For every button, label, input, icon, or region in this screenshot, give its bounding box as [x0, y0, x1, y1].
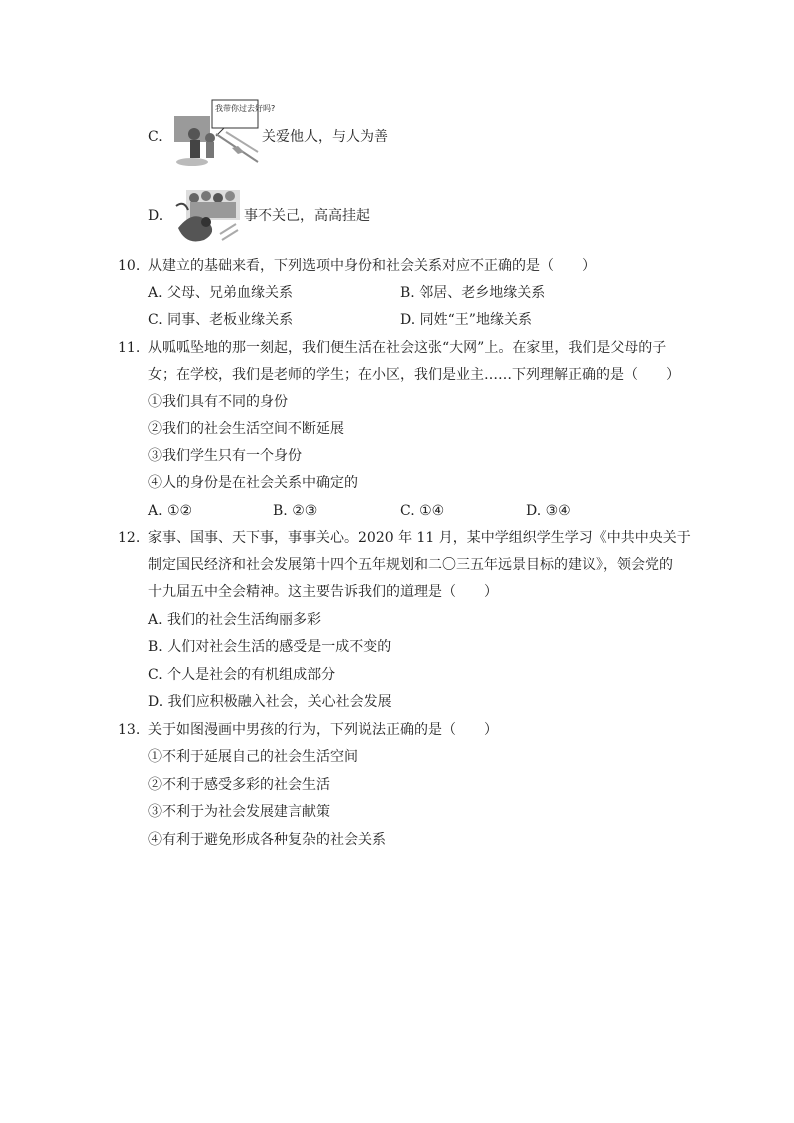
q10-stem: 从建立的基础来看，下列选项中身份和社会关系对应不正确的是（ ） — [148, 258, 596, 274]
q13-number: 13. — [118, 722, 141, 738]
q9-option-c-cartoon — [172, 98, 276, 168]
q10-option-a: A. 父母、兄弟血缘关系 — [148, 285, 294, 301]
q12-option-a: A. 我们的社会生活绚丽多彩 — [148, 612, 322, 628]
q12-option-d: D. 我们应积极融入社会，关心社会发展 — [148, 694, 392, 710]
q9-c-bubble-text: 我带你过去好吗? — [215, 104, 276, 113]
q11-statement-1: ①我们具有不同的身份 — [148, 394, 288, 410]
q13-statement-2: ②不利于感受多彩的社会生活 — [148, 777, 330, 793]
q13-stem: 关于如图漫画中男孩的行为，下列说法正确的是（ ） — [148, 722, 498, 738]
q12-number: 12. — [118, 530, 141, 546]
q11-option-c: C. ①④ — [400, 503, 445, 519]
q13-statement-1: ①不利于延展自己的社会生活空间 — [148, 749, 358, 765]
q12-stem-line2: 制定国民经济和社会发展第十四个五年规划和二〇三五年远景目标的建议》，领会党的 — [148, 557, 673, 573]
q11-stem-line2: 女；在学校，我们是老师的学生；在小区，我们是业主……下列理解正确的是（ ） — [148, 367, 680, 383]
q11-option-d: D. ③④ — [526, 503, 571, 519]
q11-option-b: B. ②③ — [273, 503, 318, 519]
q9-option-d-text: 事不关己，高高挂起 — [244, 208, 370, 224]
q9-option-d-cartoon — [172, 188, 244, 244]
q9-option-c-letter: C. — [148, 129, 163, 145]
q13-statement-4: ④有利于避免形成各种复杂的社会关系 — [148, 832, 386, 848]
q10-option-b: B. 邻居、老乡地缘关系 — [400, 285, 546, 301]
q12-option-b: B. 人们对社会生活的感受是一成不变的 — [148, 639, 392, 655]
q9-option-d-letter: D. — [148, 208, 164, 224]
q11-number: 11. — [118, 340, 141, 356]
q11-statement-3: ③我们学生只有一个身份 — [148, 448, 302, 464]
q12-option-c: C. 个人是社会的有机组成部分 — [148, 667, 336, 683]
q12-stem-line1: 家事、国事、天下事，事事关心。2020 年 11 月，某中学组织学生学习《中共中央关于 — [148, 530, 691, 546]
q10-option-c: C. 同事、老板业缘关系 — [148, 312, 294, 328]
q11-statement-2: ②我们的社会生活空间不断延展 — [148, 421, 344, 437]
q9-option-c-text: 关爱他人，与人为善 — [262, 129, 388, 145]
q10-option-d: D. 同姓“王”地缘关系 — [400, 312, 532, 328]
q13-statement-3: ③不利于为社会发展建言献策 — [148, 804, 330, 820]
q11-option-a: A. ①② — [148, 503, 193, 519]
q10-number: 10. — [118, 258, 141, 274]
q11-statement-4: ④人的身份是在社会关系中确定的 — [148, 475, 358, 491]
q11-stem-line1: 从呱呱坠地的那一刻起，我们便生活在社会这张“大网”上。在家里，我们是父母的子 — [148, 340, 667, 356]
q12-stem-line3: 十九届五中全会精神。这主要告诉我们的道理是（ ） — [148, 584, 498, 600]
